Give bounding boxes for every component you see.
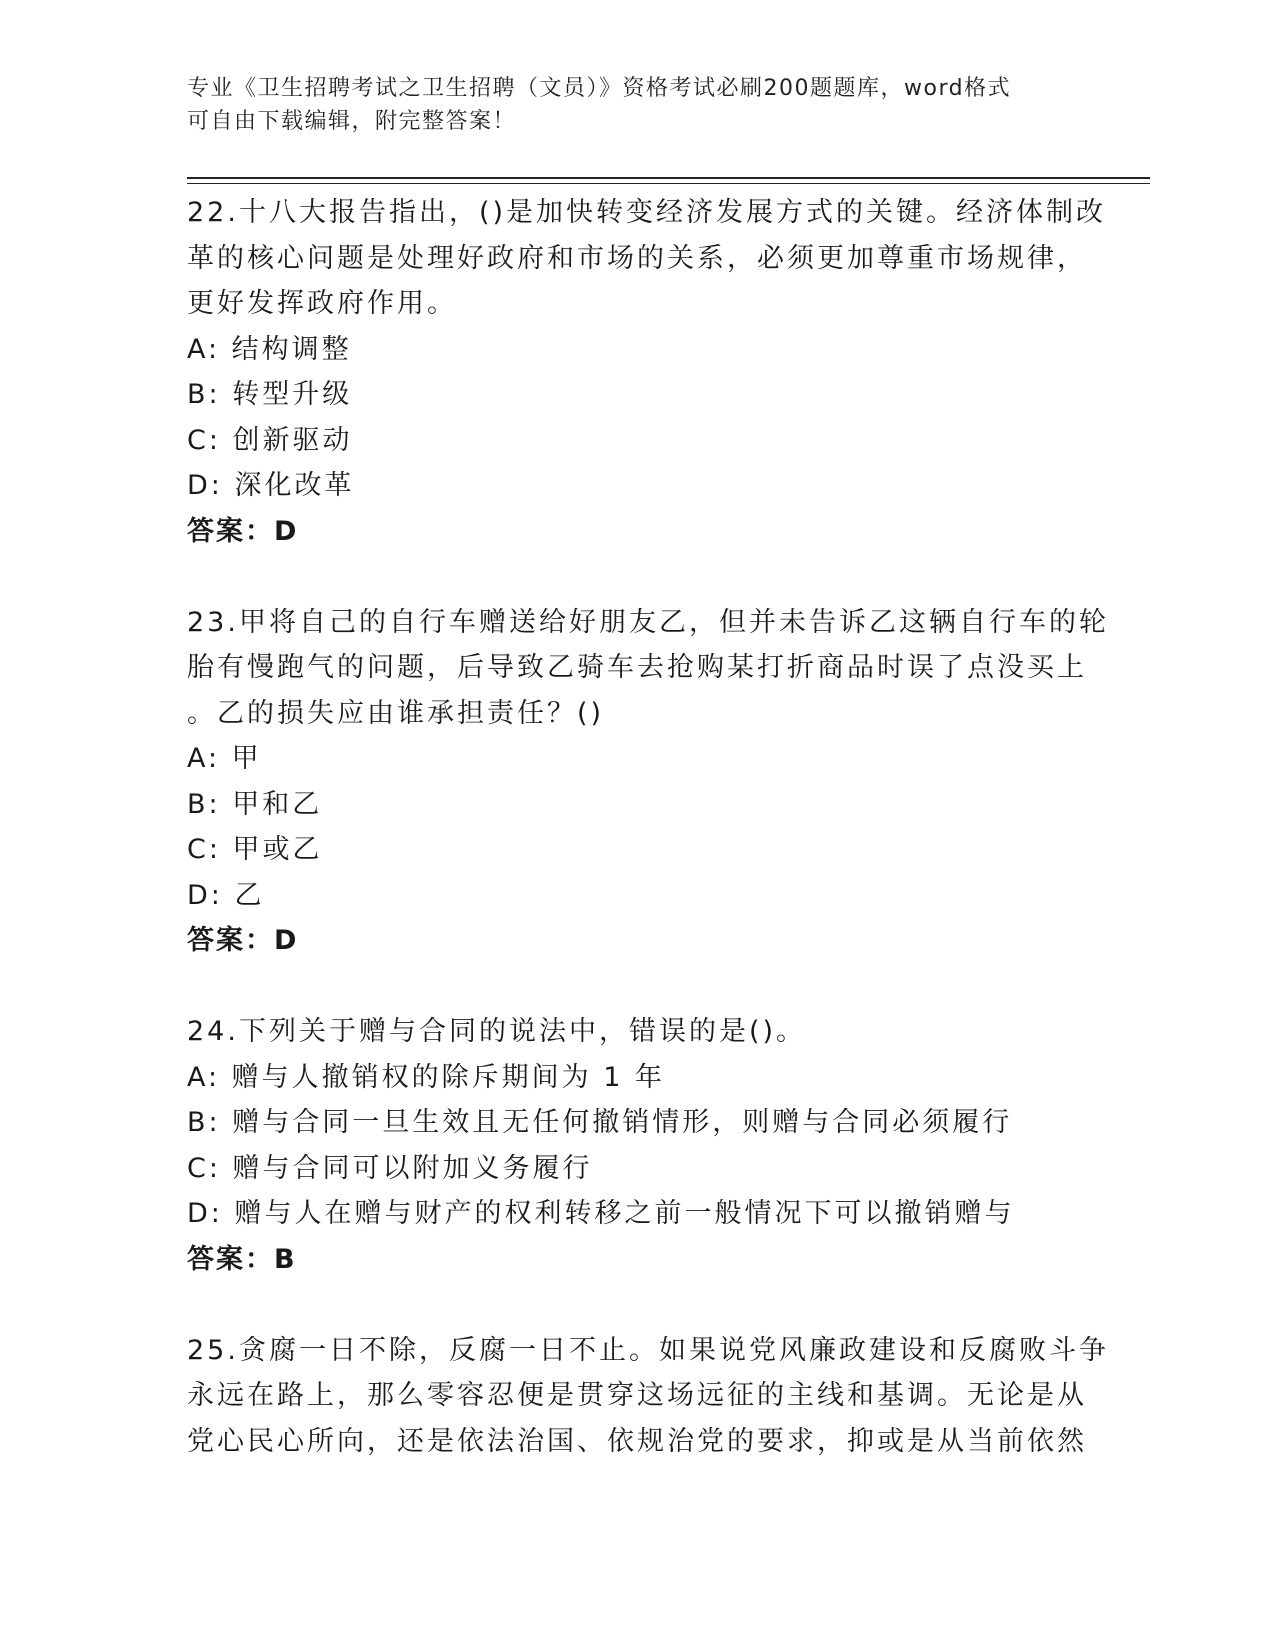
question-list bbox=[187, 190, 1109, 1510]
question-text-line: 永远在路上，那么零容忍便是贯穿这场远征的主线和基调。无论是从 bbox=[187, 1380, 1087, 1411]
document-header bbox=[187, 72, 1067, 138]
question-text-line: 更好发挥政府作用。 bbox=[187, 288, 457, 319]
option-d: D: 赠与人在赠与财产的权利转移之前一般情况下可以撤销赠与 bbox=[187, 1198, 1015, 1229]
question-23 bbox=[187, 600, 1109, 964]
question-24 bbox=[187, 1009, 1087, 1282]
option-c: C: 创新驱动 bbox=[187, 424, 353, 456]
option-b: B: 转型升级 bbox=[187, 379, 353, 410]
header-divider-thin bbox=[187, 183, 1150, 184]
header-line-2: 可自由下载编辑，附完整答案！ bbox=[187, 109, 517, 134]
option-c: C: 赠与合同可以附加义务履行 bbox=[187, 1152, 593, 1184]
option-a: A: 赠与人撤销权的除斥期间为 1 年 bbox=[187, 1061, 666, 1093]
question-text-line: 党心民心所向，还是依法治国、依规治党的要求，抑或是从当前依然 bbox=[187, 1425, 1087, 1457]
option-a: A: 甲 bbox=[187, 743, 262, 774]
question-text-line: 胎有慢跑气的问题，后导致乙骑车去抢购某打折商品时误了点没买上 bbox=[187, 652, 1087, 683]
header-line-1: 专业《卫生招聘考试之卫生招聘（文员）》资格考试必刷200题题库，word格式 bbox=[187, 76, 1012, 101]
question-text-line: 革的核心问题是处理好政府和市场的关系，必须更加尊重市场规律， bbox=[187, 242, 1087, 274]
option-d: D: 深化改革 bbox=[187, 470, 355, 501]
question-22 bbox=[187, 190, 1107, 554]
question-text-line: 22.十八大报告指出，()是加快转变经济发展方式的关键。经济体制改 bbox=[187, 197, 1107, 228]
header-divider-thick bbox=[187, 177, 1150, 179]
question-25 bbox=[187, 1328, 1109, 1465]
answer-line: 答案：B bbox=[187, 1243, 297, 1275]
answer-line: 答案：D bbox=[187, 515, 299, 547]
option-a: A: 结构调整 bbox=[187, 333, 352, 365]
option-b: B: 甲和乙 bbox=[187, 788, 323, 820]
option-d: D: 乙 bbox=[187, 879, 265, 911]
question-text-line: 24.下列关于赠与合同的说法中，错误的是()。 bbox=[187, 1016, 807, 1047]
option-c: C: 甲或乙 bbox=[187, 834, 323, 865]
question-text-line: 23.甲将自己的自行车赠送给好朋友乙，但并未告诉乙这辆自行车的轮 bbox=[187, 606, 1109, 638]
answer-line: 答案：D bbox=[187, 925, 299, 956]
question-text-line: 。乙的损失应由谁承担责任？() bbox=[187, 697, 605, 729]
option-b: B: 赠与合同一旦生效且无任何撤销情形，则赠与合同必须履行 bbox=[187, 1107, 1013, 1138]
question-text-line: 25.贪腐一日不除，反腐一日不止。如果说党风廉政建设和反腐败斗争 bbox=[187, 1334, 1109, 1366]
